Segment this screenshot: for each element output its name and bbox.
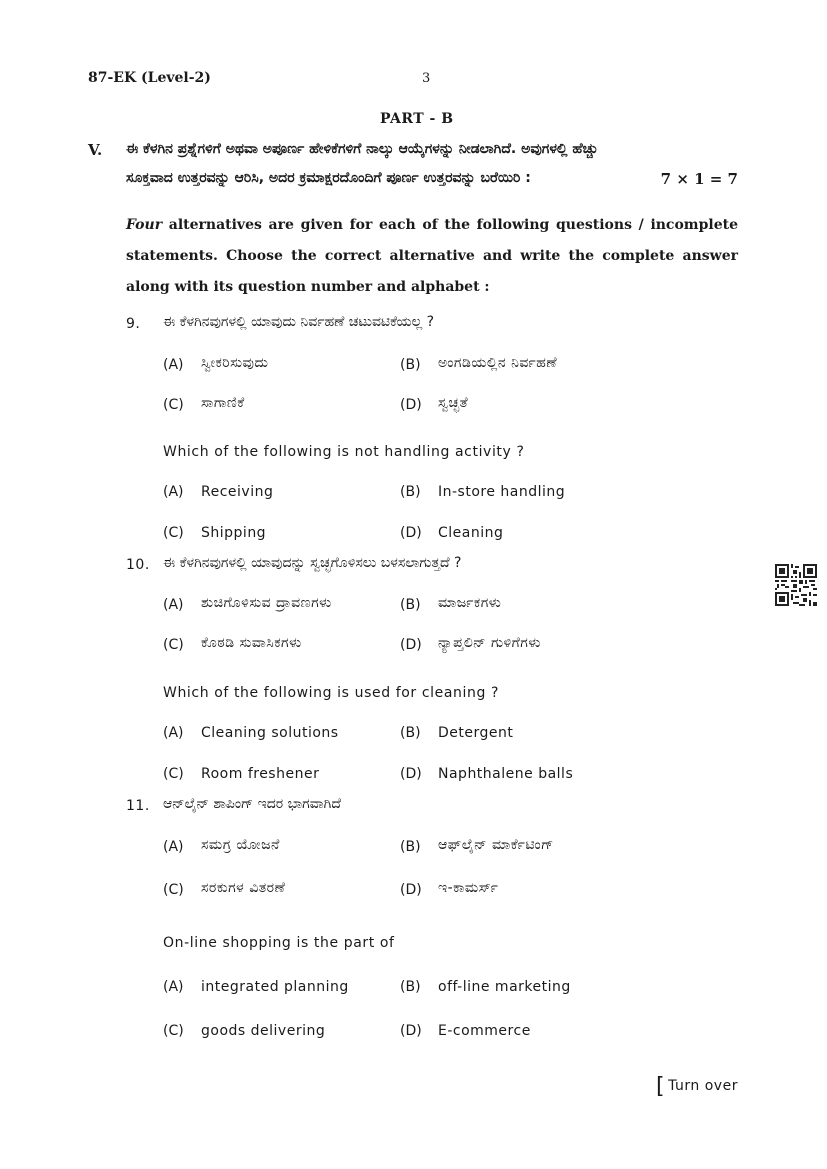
question-number: 10. [126, 557, 150, 573]
kannada-option-b: ಅಂಗಡಿಯಲ್ಲಿನ ನಿರ್ವಹಣೆ [438, 355, 558, 371]
option-label: (D) [400, 525, 422, 541]
section-number: V. [88, 141, 103, 159]
english-instruction-emphasis: Four [126, 217, 163, 233]
option-label: (B) [400, 484, 421, 500]
option-label: (A) [163, 979, 184, 995]
turn-over-note [656, 1074, 738, 1099]
option-label: (A) [163, 839, 184, 855]
english-option-c: Shipping [201, 525, 267, 541]
question-number: 9. [126, 316, 141, 332]
paper-code: 87-EK (Level-2) [88, 70, 211, 86]
option-label: (B) [400, 979, 421, 995]
kannada-option-d: ನ್ಯಾಪ್ತಲಿನ್ ಗುಳಿಗೆಗಳು [438, 635, 541, 651]
kannada-option-d: ಸ್ವಚ್ಛತೆ [438, 395, 469, 411]
kannada-option-c: ಸಾಗಾಣಿಕೆ [201, 395, 245, 411]
kannada-option-c: ಸರಕುಗಳ ವಿತರಣೆ [201, 880, 286, 896]
english-option-d: E-commerce [438, 1023, 531, 1039]
kannada-option-b: ಆಫ್‌ಲೈನ್ ಮಾರ್ಕೆಟಿಂಗ್ [438, 837, 554, 853]
english-option-d: Cleaning [438, 525, 504, 541]
kannada-option-a: ಸ್ವೀಕರಿಸುವುದು [201, 355, 269, 371]
option-label: (C) [163, 637, 184, 653]
page-number: 3 [422, 71, 431, 86]
option-label: (C) [163, 397, 184, 413]
option-label: (B) [400, 725, 421, 741]
question-kannada: ಆನ್‌ಲೈನ್ ಶಾಪಿಂಗ್ ಇದರ ಭಾಗವಾಗಿದೆ [163, 796, 341, 812]
english-instruction-line1 [126, 217, 738, 233]
question-number: 11. [126, 798, 150, 814]
question-kannada: ಈ ಕೆಳಗಿನವುಗಳಲ್ಲಿ ಯಾವುದು ನಿರ್ವಹಣೆ ಚಟುವಟಿಕೆಯಲ್ಲ ? [163, 314, 435, 330]
option-label: (B) [400, 597, 421, 613]
kannada-option-b: ಮಾರ್ಜಕಗಳು [438, 595, 502, 611]
kannada-option-a: ಶುಚಿಗೊಳಿಸುವ ದ್ರಾವಣಗಳು [201, 595, 332, 611]
option-label: (B) [400, 357, 421, 373]
option-label: (C) [163, 1023, 184, 1039]
english-option-b: off-line marketing [438, 979, 571, 995]
english-option-a: Receiving [201, 484, 274, 500]
option-label: (C) [163, 766, 184, 782]
kannada-instruction-line2-row [126, 170, 738, 188]
option-label: (C) [163, 882, 184, 898]
option-label: (A) [163, 357, 184, 373]
english-instruction-line3: along with its question number and alphabet : [126, 279, 490, 295]
english-option-c: goods delivering [201, 1023, 326, 1039]
qr-code-icon [775, 564, 817, 606]
option-label: (D) [400, 397, 422, 413]
english-option-a: integrated planning [201, 979, 349, 995]
option-label: (C) [163, 525, 184, 541]
question-english: Which of the following is used for cleaning ? [163, 685, 500, 701]
option-label: (A) [163, 597, 184, 613]
turn-over-bracket: [ [656, 1074, 666, 1099]
turn-over-label: Turn over [668, 1078, 738, 1094]
english-option-a: Cleaning solutions [201, 725, 339, 741]
english-instruction-line2: statements. Choose the correct alternative and write the complete answer [126, 248, 738, 264]
option-label: (D) [400, 1023, 422, 1039]
question-english: On-line shopping is the part of [163, 935, 395, 951]
option-label: (D) [400, 882, 422, 898]
question-kannada: ಈ ಕೆಳಗಿನವುಗಳಲ್ಲಿ ಯಾವುದನ್ನು ಸ್ವಚ್ಛಗೊಳಿಸಲು ಬಳಸಲಾಗುತ್ತದೆ ? [163, 555, 462, 571]
english-option-d: Naphthalene balls [438, 766, 574, 782]
kannada-option-a: ಸಮಗ್ರ ಯೋಜನೆ [201, 837, 280, 853]
option-label: (A) [163, 484, 184, 500]
kannada-option-c: ಕೊಠಡಿ ಸುವಾಸಿಕಗಳು [201, 635, 302, 651]
option-label: (D) [400, 637, 422, 653]
english-option-c: Room freshener [201, 766, 320, 782]
question-english: Which of the following is not handling activity ? [163, 444, 525, 460]
marks-allocation: 7 × 1 = 7 [660, 170, 738, 188]
english-option-b: Detergent [438, 725, 514, 741]
english-option-b: In-store handling [438, 484, 566, 500]
kannada-option-d: ಇ-ಕಾಮರ್ಸ್ [438, 880, 499, 896]
option-label: (A) [163, 725, 184, 741]
option-label: (D) [400, 766, 422, 782]
kannada-instruction-line1: ಈ ಕೆಳಗಿನ ಪ್ರಶ್ನೆಗಳಿಗೆ ಅಥವಾ ಅಪೂರ್ಣ ಹೇಳಿಕೆಗಳಿಗೆ ನಾಲ್ಕು ಆಯ್ಕೆಗಳನ್ನು ನೀಡಲಾಗಿದೆ. ಅವುಗಳಲ್ಲಿ ಹೆಚ್ಚು [126, 141, 599, 157]
kannada-instruction-line2: ಸೂಕ್ತವಾದ ಉತ್ತರವನ್ನು ಆರಿಸಿ, ಅದರ ಕ್ರಮಾಕ್ಷರದೊಂದಿಗೆ ಪೂರ್ಣ ಉತ್ತರವನ್ನು ಬರೆಯಿರಿ : [126, 170, 531, 186]
option-label: (B) [400, 839, 421, 855]
english-instruction-line1-text: alternatives are given for each of the following questions / incomplete [162, 217, 738, 233]
part-title: PART - B [380, 111, 454, 127]
